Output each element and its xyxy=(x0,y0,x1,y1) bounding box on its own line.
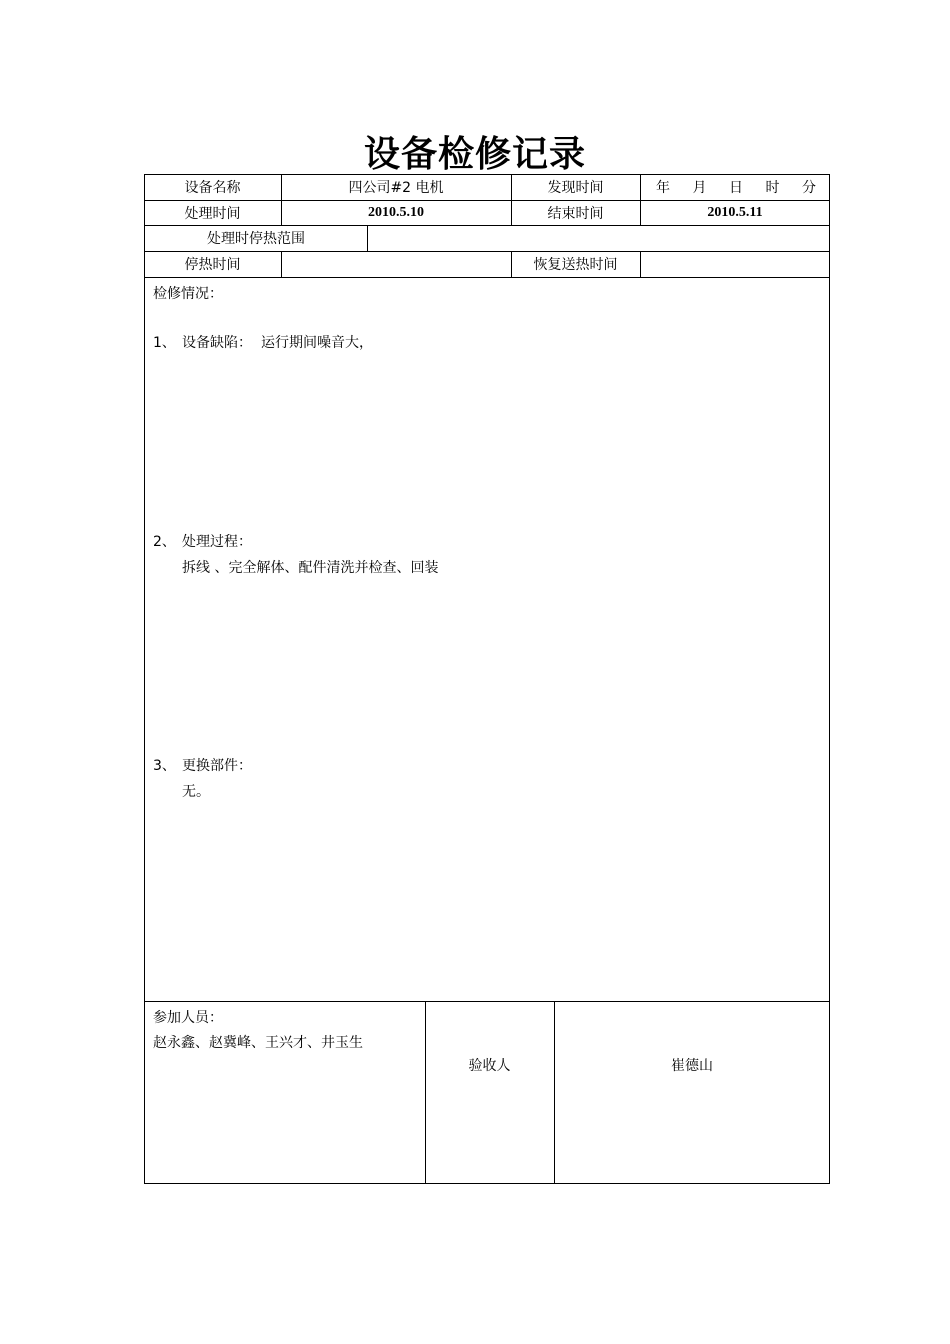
col-divider xyxy=(425,1001,426,1184)
section-2-body: 拆线 、完全解体、配件清洗并检查、回装 xyxy=(182,560,439,576)
participants-value: 赵永鑫、赵冀峰、王兴才、井玉生 xyxy=(153,1035,363,1051)
process-time-label: 处理时间 xyxy=(184,206,241,222)
col-divider xyxy=(554,1001,555,1184)
date-month-unit: 月 xyxy=(692,180,707,196)
equipment-name-label: 设备名称 xyxy=(184,180,241,196)
section-1-text: 运行期间噪音大， xyxy=(261,335,373,351)
date-day-unit: 日 xyxy=(729,180,743,196)
details-heading: 检修情况： xyxy=(153,286,223,302)
row-divider xyxy=(144,1001,830,1002)
found-time-label: 发现时间 xyxy=(547,180,604,196)
section-1-number: 1、 xyxy=(153,335,176,351)
section-1-label: 设备缺陷： xyxy=(182,335,252,351)
heat-stop-time-label: 停热时间 xyxy=(184,257,241,273)
resume-heat-time-value xyxy=(640,251,830,277)
date-minute-unit: 分 xyxy=(802,180,816,196)
section-3-number: 3、 xyxy=(153,758,176,774)
resume-heat-time-label: 恢复送热时间 xyxy=(533,257,618,273)
acceptor-label: 验收人 xyxy=(468,1058,511,1074)
acceptor-value: 崔德山 xyxy=(671,1058,713,1074)
section-3-body: 无。 xyxy=(182,784,210,800)
end-time-label: 结束时间 xyxy=(547,206,604,222)
found-time-value xyxy=(656,174,816,200)
heat-stop-time-value xyxy=(281,251,511,277)
section-2-label: 处理过程： xyxy=(182,534,252,550)
row-divider xyxy=(144,277,830,278)
page-title: 设备检修记录 xyxy=(363,134,586,175)
date-year-unit: 年 xyxy=(656,180,670,196)
end-time-value: 2010.5.11 xyxy=(707,205,763,220)
equipment-name-value: 四公司#2 电机 xyxy=(348,180,444,196)
participants-label: 参加人员： xyxy=(153,1010,223,1026)
section-3-label: 更换部件： xyxy=(182,758,252,774)
date-hour-unit: 时 xyxy=(765,180,780,196)
heat-stop-range-label: 处理时停热范围 xyxy=(207,231,305,247)
heat-stop-range-value xyxy=(367,225,830,251)
process-time-value: 2010.5.10 xyxy=(368,205,424,220)
section-2-number: 2、 xyxy=(153,534,176,550)
